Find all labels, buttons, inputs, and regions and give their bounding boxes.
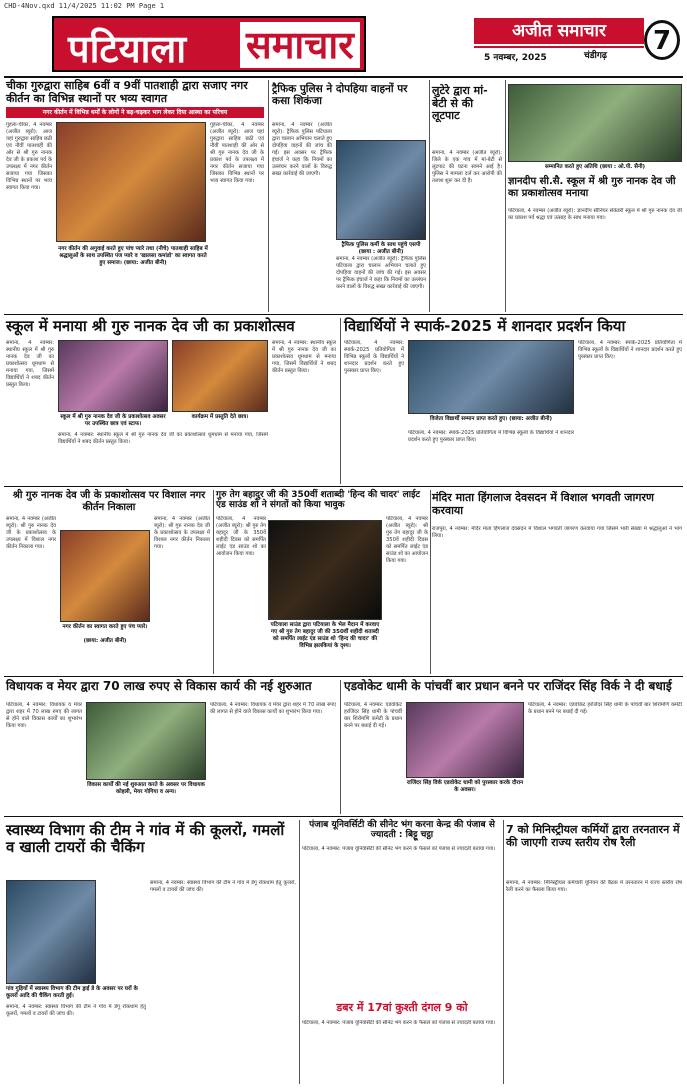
divider	[4, 676, 683, 677]
story5-body-col2: समाना, 4 नवम्बर: स्थानीय स्कूल में श्री गुरु नानक देव जी का प्रकाशोत्सव धूमधाम से मनाया गया, जिसमें विद्यार्थियों ने शबद कीर्तन प्रस्तुत किया।	[58, 432, 268, 445]
story2-photo	[336, 140, 426, 240]
story14-body: समाना, 4 नवम्बर: मिनिस्ट्रीयल कर्मचारी यूनियन की बैठक में तरनतारन में राज्य स्तरीय रोष रैली करने का फैसला किया गया।	[506, 880, 682, 893]
story14-headline: 7 को मिनिस्ट्रीयल कर्मियों द्वारा तरनतारन में की जाएगी राज्य स्तरीय रोष रैली	[506, 823, 680, 849]
column-rule	[430, 490, 431, 674]
story12-body-col2: समाना, 4 नवम्बर: स्वास्थ्य विभाग की टीम ने गांव में डेंगू रोकथाम हेतु कूलरों, गमलों व टायरों की जांच की।	[150, 880, 296, 893]
story11-body-col2: पटियाला, 4 नवम्बर: एडवोकेट हरजिंदर सिंह धामी के पांचवीं बार शिरोमणि कमेटी के प्रधान बनने पर बधाई दी गई।	[528, 702, 682, 715]
story4-photo	[508, 84, 682, 162]
divider	[4, 76, 683, 78]
edition-city: चंडीगढ़	[584, 51, 607, 61]
story12-headline: स्वास्थ्य विभाग की टीम ने गांव में की कूलरों, गमलों व खाली टायरों की चैकिंग	[6, 821, 285, 857]
story5-photo2	[172, 340, 268, 412]
story7-caption-credit: (छाया: अजीत बीनी)	[83, 638, 127, 644]
story11-photo	[406, 702, 524, 778]
story13-headline: पंजाब यूनिवर्सिटी की सीनेट भंग करना केन्द्र की पंजाब से ज्यादती : बिट्टू चट्ठा	[309, 820, 495, 841]
story1-subhead: नगर कीर्तन में विभिन्न धर्मों के लोगों ने बढ़-चढ़कर भाग लेकर दिया आस्था का परिचय	[6, 107, 264, 118]
story10-headline: विधायक व मेयर द्वारा 70 लाख रुपए से विकास कार्य की नई शुरुआत	[6, 679, 312, 693]
story8-headline: गुरु तेग बहादुर जी की 350वीं शताब्दी 'हिन्द की चादर' लाईट एंड साउंड शो ने संगतों को किया भावुक	[216, 490, 421, 511]
story9-body: राजपुरा, 4 नवम्बर: मंदिर माता हिंगलाज देवसदन में विशाल भगवती जागरण करवाया गया जिसमें भारी संख्या में श्रद्धालुओं ने भाग लिया।	[432, 526, 682, 539]
story6-body: पटियाला, 4 नवम्बर: स्पार्क-2025 प्रतियोगिता में विभिन्न स्कूलों के विद्यार्थियों ने शानदार प्रदर्शन करते हुए पुरस्कार प्राप्त किए।	[344, 340, 404, 374]
story13-body: पटियाला, 4 नवम्बर: पंजाब यूनिवर्सिटी की सीनेट भंग करने के फैसले को पंजाब से ज्यादती बताया गया।	[302, 846, 496, 852]
story6-headline: विद्यार्थियों ने स्पार्क-2025 में शानदार प्रदर्शन किया	[344, 317, 626, 335]
story2-body-col2: समाना, 4 नवम्बर (अजीत ब्यूरो): ट्रैफिक पुलिस पटियाला द्वारा चालान अभियान चलाते हुए दोपहिया वाहनों की जांच की गई। इस अवसर पर ट्रैफिक इंचार्ज ने कहा कि नियमों का उल्लंघन करने वालों के विरुद्ध सख्त कार्रवाई की जाएगी।	[336, 256, 426, 290]
story8-body: पटियाला, 4 नवम्बर (अजीत ब्यूरो): श्री गुरु तेग बहादुर जी के 350वें शहीदी दिवस को समर्पित लाईट एंड साउंड शो का आयोजन किया गया।	[216, 516, 266, 557]
masthead-left-word: पटियाला	[68, 26, 187, 71]
story10-body: पटियाला, 4 नवम्बर: विधायक व मेयर द्वारा शहर में 70 लाख रुपए की लागत से होने वाले विकास कार्यों का शुभारंभ किया गया।	[6, 702, 82, 729]
column-rule	[213, 490, 214, 674]
story1-headline: चीका गुरुद्वारा साहिब 6वीं व 9वीं पातशाही द्वारा सजाए नगर कीर्तन का विभिन्न स्थानों पर भव्य स्वागत	[6, 79, 248, 105]
column-rule	[299, 820, 300, 1084]
story5-body-col3: समाना, 4 नवम्बर: स्थानीय स्कूल में श्री गुरु नानक देव जी का प्रकाशोत्सव धूमधाम से मनाया गया, जिसमें विद्यार्थियों ने शबद कीर्तन प्रस्तुत किया।	[272, 340, 336, 374]
divider	[4, 816, 683, 817]
masthead-banner	[52, 16, 366, 72]
story5-photo	[58, 340, 168, 412]
story12-caption: गांव गुड़ियाँ में स्वास्थ्य विभाग की टीम ड्राई डे के अवसर पर घरों के कूलरों आदि की चैकिंग करती हुई।	[6, 986, 138, 999]
story1-body: गुहला-चीका, 4 नवम्बर (अजीत ब्यूरो): आज यहां गुरुद्वारा साहिब छठी एवं नौवीं पातशाही की ओर से श्री गुरु नानक देव जी के प्रकाश पर्व के उपलक्ष्य में नगर कीर्तन सजाया गया जिसका विभिन्न स्थानों पर भव्य स्वागत किया गया।	[6, 122, 52, 191]
story3-body: समाना, 4 नवम्बर (अजीत ब्यूरो): जिले के एक गांव में मां-बेटी से लूटपाट की घटना सामने आई है। पुलिस ने मामला दर्ज कर आरोपी की तलाश शुरू कर दी है।	[432, 150, 502, 184]
story8-body-col2: पटियाला, 4 नवम्बर (अजीत ब्यूरो): श्री गुरु तेग बहादुर जी के 350वें शहीदी दिवस को समर्पित लाईट एंड साउंड शो का आयोजन किया गया।	[386, 516, 428, 564]
column-rule	[503, 820, 504, 1084]
divider	[4, 486, 683, 487]
story8-caption: पटियाला साउंड द्वारा पटियाला के भेल मैदान में करवाए गए श्री गुरु तेग बहादुर जी की 350वीं शहीदी शताब्दी को समर्पित लाईट एंड साउंड शो 'हिन्द की चादर' की विभिन्न झलकियां के दृश्य।	[270, 622, 380, 649]
story4-caption: सम्मानित करते हुए अतिथि (छाया : ओ.पी. सैनी)	[544, 164, 646, 170]
story11-caption: राजिंदर सिंह विर्क एडवोकेट धामी को पुरस्कार करके दौरान के अवसर।	[406, 780, 524, 793]
story7-photo	[60, 530, 150, 622]
story6-caption: विजेता विद्यार्थी सम्मान प्राप्त करते हुए। (छाया: अजीत बीनी)	[430, 416, 552, 422]
story9-headline: मंदिर माता हिंगलाज देवसदन में विशाल भगवती जागरण करवाया	[432, 491, 654, 517]
story13-body-col2: पटियाला, 4 नवम्बर: पंजाब यूनिवर्सिटी की सीनेट भंग करने के फैसले को पंजाब से ज्यादती बताया गया।	[302, 1020, 496, 1026]
story7-caption: नगर कीर्तन का स्वागत करते हुए पंच प्यारे।	[62, 624, 148, 630]
column-rule	[340, 680, 341, 814]
story6-photo	[408, 340, 574, 414]
story11-body: पटियाला, 4 नवम्बर: एडवोकेट हरजिंदर सिंह धामी के पांचवीं बार शिरोमणि कमेटी के प्रधान बनने पर बधाई दी गई।	[344, 702, 402, 729]
divider	[4, 314, 683, 315]
story4-headline: ज्ञानदीप सी.सै. स्कूल में श्री गुरु नानक देव जी का प्रकाशोत्सव मनाया	[508, 176, 676, 199]
paper-name: अजीत समाचार	[474, 18, 644, 44]
story10-body-col2: पटियाला, 4 नवम्बर: विधायक व मेयर द्वारा शहर में 70 लाख रुपए की लागत से होने वाले विकास कार्यों का शुभारंभ किया गया।	[210, 702, 336, 715]
story1-caption: नगर कीर्तन की अगुवाई करते हुए पांच प्यारे तथा (नीचे) पातशाही साहिब में श्रद्धालुओं के साथ उपस्थित पंज प्यारे व 'खालसा कमांडो' का स्वागत करते हुए समाज। (छाया: अजीत बीनी)	[58, 246, 208, 266]
story3-headline: लुटेरे द्वारा मां-बेटी से की लूटपाट	[432, 84, 488, 123]
story2-headline: ट्रैफिक पुलिस ने दोपहिया वाहनों पर कसा शिकंजा	[272, 83, 408, 108]
story2-caption: ट्रैफिक पुलिस कर्मी के साथ पहुंचे एसपी (छाया : अजीत बीनी)	[341, 242, 421, 255]
story5-headline: स्कूल में मनाया श्री गुरु नानक देव जी का प्रकाशोत्सव	[6, 317, 295, 335]
masthead-right-word: समाचार	[240, 22, 360, 68]
column-rule	[268, 80, 269, 312]
column-rule	[429, 80, 430, 312]
story5-body: समाना, 4 नवम्बर: स्थानीय स्कूल में श्री गुरु नानक देव जी का प्रकाशोत्सव धूमधाम से मनाया गया, जिसमें विद्यार्थियों ने शबद कीर्तन प्रस्तुत किया।	[6, 340, 54, 388]
masthead-info	[474, 16, 680, 72]
story1-body-col2: गुहला-चीका, 4 नवम्बर (अजीत ब्यूरो): आज यहां गुरुद्वारा साहिब छठी एवं नौवीं पातशाही की ओर से श्री गुरु नानक देव जी के प्रकाश पर्व के उपलक्ष्य में नगर कीर्तन सजाया गया जिसका विभिन्न स्थानों पर भव्य स्वागत किया गया।	[210, 122, 264, 184]
story7-body: समाना, 4 नवम्बर (अजीत ब्यूरो): श्री गुरु नानक देव जी के प्रकाशोत्सव के उपलक्ष्य में विशाल नगर कीर्तन निकाला गया।	[6, 516, 56, 550]
story12-photo	[6, 880, 96, 984]
masthead	[4, 16, 683, 74]
issue-date: 5 नवम्बर, 2025	[474, 46, 644, 66]
column-rule	[505, 80, 506, 312]
story10-photo	[86, 702, 206, 780]
story7-body-col2: समाना, 4 नवम्बर (अजीत ब्यूरो): श्री गुरु नानक देव जी के प्रकाशोत्सव के उपलक्ष्य में विशाल नगर कीर्तन निकाला गया।	[154, 516, 210, 550]
story7-headline: श्री गुरु नानक देव जी के प्रकाशोत्सव पर विशाल नगर कीर्तन निकाला	[12, 490, 206, 513]
story6-body-col3: पटियाला, 4 नवम्बर: स्पार्क-2025 प्रतियोगिता में विभिन्न स्कूलों के विद्यार्थियों ने शानदार प्रदर्शन करते हुए पुरस्कार प्राप्त किए।	[578, 340, 682, 360]
page-number: 7	[644, 20, 680, 60]
story11-headline: एडवोकेट धामी के पांचवीं बार प्रधान बनने पर राजिंदर सिंह विर्क ने दी बधाई	[344, 679, 672, 693]
story12-body: समाना, 4 नवम्बर: स्वास्थ्य विभाग की टीम ने गांव में डेंगू रोकथाम हेतु कूलरों, गमलों व टायरों की जांच की।	[6, 1004, 146, 1017]
story4-body: पटियाला, 4 नवम्बर (अजीत ब्यूरो): ज्ञानदीप सीनियर सेकेंडरी स्कूल में श्री गुरु नानक देव जी का प्रकाश पर्व श्रद्धा एवं उत्साह के साथ मनाया गया।	[508, 208, 682, 221]
story5-caption2: कार्यक्रम में प्रस्तुति देते छात्र।	[191, 414, 249, 420]
story8-photo	[268, 520, 382, 620]
story5-caption: स्कूल में श्री गुरु नानक देव जी के प्रकाशोत्सव अवसर पर उपस्थित छात्र एवं स्टाफ।	[60, 414, 166, 427]
story13-subhead: डबर में 17वां कुश्ती दंगल 9 को	[336, 1001, 468, 1014]
slug-line: CHD-4Nov.qxd 11/4/2025 11:02 PM Page 1	[4, 2, 165, 10]
story1-photo	[56, 122, 206, 242]
story6-body-col2: पटियाला, 4 नवम्बर: स्पार्क-2025 प्रतियोगिता में विभिन्न स्कूलों के विद्यार्थियों ने शानदार प्रदर्शन करते हुए पुरस्कार प्राप्त किए।	[408, 430, 574, 443]
column-rule	[340, 318, 341, 484]
story2-body: समाना, 4 नवम्बर (अजीत ब्यूरो): ट्रैफिक पुलिस पटियाला द्वारा चालान अभियान चलाते हुए दोपहिया वाहनों की जांच की गई। इस अवसर पर ट्रैफिक इंचार्ज ने कहा कि नियमों का उल्लंघन करने वालों के विरुद्ध सख्त कार्रवाई की जाएगी।	[272, 122, 332, 177]
story10-caption: विकास कार्यों की नई शुरुआत करते के अवसर पर विधायक कोहली, मेयर गोगिया व अन्य।	[87, 782, 205, 795]
